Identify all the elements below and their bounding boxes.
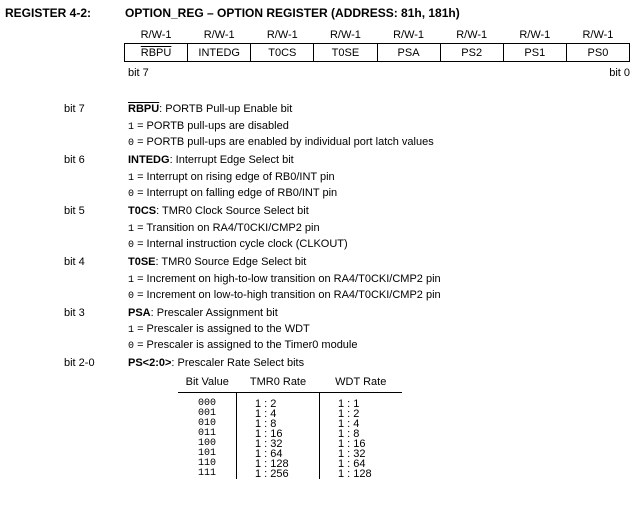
prescaler-table (178, 376, 402, 479)
bit3-option-0: 0 = Prescaler is assigned to the Timer0 module (128, 339, 358, 352)
bit3-description (128, 307, 278, 319)
table-row: 101 1 : 64 1 : 32 (178, 449, 402, 459)
bit6-option-0: 0 = Interrupt on falling edge of RB0/INT pin (128, 187, 338, 200)
bit-name-ps2: PS2 (440, 44, 503, 62)
header-bit-value: Bit Value (178, 376, 237, 393)
register-title: OPTION_REG – OPTION REGISTER (ADDRESS: 81h, 181h) (125, 6, 460, 20)
bit7-description (128, 103, 292, 115)
access-bit1: R/W-1 (519, 28, 551, 41)
bit-map-table (124, 26, 630, 62)
table-row: 000 1 : 2 1 : 1 (178, 393, 402, 410)
access-bit0: R/W-1 (582, 28, 614, 41)
table-row: 011 1 : 16 1 : 8 (178, 429, 402, 439)
access-bit2: R/W-1 (456, 28, 488, 41)
access-bit6: R/W-1 (203, 28, 235, 41)
bit-name-t0se: T0SE (314, 44, 377, 62)
bit-name-psa: PSA (377, 44, 440, 62)
bit4-number: bit 4 (64, 256, 85, 268)
bit5-option-1: 1 = Transition on RA4/T0CKI/CMP2 pin (128, 222, 320, 235)
table-row: 001 1 : 4 1 : 2 (178, 409, 402, 419)
bit4-text: : TMR0 Source Edge Select bit (155, 256, 307, 268)
bit4-name: T0SE (128, 256, 156, 268)
bit3-number: bit 3 (64, 307, 85, 319)
bit2-0-name: PS<2:0> (128, 357, 172, 369)
bit4-description (128, 256, 306, 268)
rbpu-name: RBPU (140, 46, 172, 59)
bit5-name: T0CS (128, 205, 157, 217)
msb-label: bit 7 (128, 67, 149, 79)
header-wdt-rate: WDT Rate (320, 376, 403, 393)
bit3-option-1: 1 = Prescaler is assigned to the WDT (128, 323, 310, 336)
bit3-text: : Prescaler Assignment bit (150, 307, 278, 319)
table-row: 110 1 : 128 1 : 64 (178, 459, 402, 469)
bit4-option-0: 0 = Increment on low-to-high transition on RA4/T0CKI/CMP2 pin (128, 289, 441, 302)
bit7-number: bit 7 (64, 103, 85, 115)
table-row: 111 1 : 256 1 : 128 (178, 469, 402, 479)
header-tmr0-rate: TMR0 Rate (237, 376, 320, 393)
access-bit5: R/W-1 (266, 28, 298, 41)
register-label: REGISTER 4-2: (5, 6, 92, 20)
bit6-text: : Interrupt Edge Select bit (169, 154, 294, 166)
bit4-option-1: 1 = Increment on high-to-low transition on RA4/T0CKI/CMP2 pin (128, 273, 441, 286)
bit-name-rbpu (125, 44, 188, 62)
bit2-0-text: : Prescaler Rate Select bits (171, 357, 305, 369)
bit7-option-1: 1 = PORTB pull-ups are disabled (128, 120, 289, 133)
bit2-0-description (128, 357, 304, 369)
bit5-option-0: 0 = Internal instruction cycle clock (CLKOUT) (128, 238, 348, 251)
bit5-text: : TMR0 Clock Source Select bit (156, 205, 309, 217)
bit7-name: RBPU (128, 103, 160, 115)
table-row: 100 1 : 32 1 : 16 (178, 439, 402, 449)
lsb-label: bit 0 (609, 67, 630, 79)
bit2-0-number: bit 2-0 (64, 357, 95, 369)
table-row: 010 1 : 8 1 : 4 (178, 419, 402, 429)
access-bit7: R/W-1 (140, 28, 172, 41)
bit5-description (128, 205, 309, 217)
bit7-text: : PORTB Pull-up Enable bit (159, 103, 293, 115)
bit-name-ps1: PS1 (503, 44, 566, 62)
bit6-number: bit 6 (64, 154, 85, 166)
bit6-description (128, 154, 294, 166)
bit6-option-1: 1 = Interrupt on rising edge of RB0/INT pin (128, 171, 335, 184)
bit-name-ps0: PS0 (566, 44, 629, 62)
bit3-name: PSA (128, 307, 151, 319)
bit5-number: bit 5 (64, 205, 85, 217)
access-bit4: R/W-1 (329, 28, 361, 41)
bit-name-intedg: INTEDG (188, 44, 251, 62)
bit7-option-0: 0 = PORTB pull-ups are enabled by individual port latch values (128, 136, 434, 149)
bit-name-t0cs: T0CS (251, 44, 314, 62)
access-bit3: R/W-1 (393, 28, 425, 41)
bit6-name: INTEDG (128, 154, 170, 166)
